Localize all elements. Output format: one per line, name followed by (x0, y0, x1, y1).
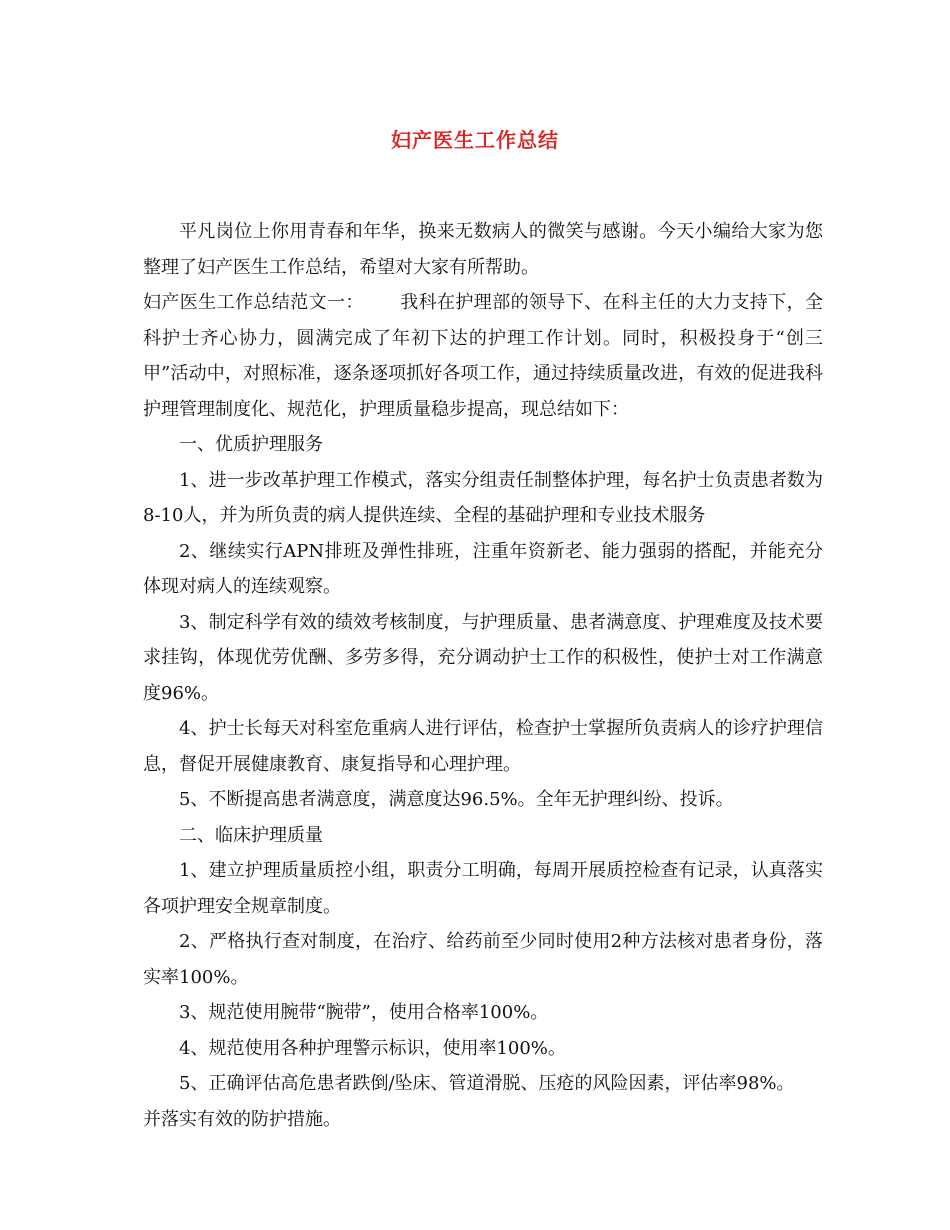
list-item: 1、建立护理质量质控小组，职责分工明确，每周开展质控检查有记录，认真落实各项护理安全规章制度。 (143, 860, 823, 917)
intro-paragraph: 平凡岗位上你用青春和年华，换来无数病人的微笑与感谢。今天小编给大家为您整理了妇产医生工作总结，希望对大家有所帮助。 (143, 221, 823, 278)
list-item: 5、正确评估高危患者跌倒/坠床、管道滑脱、压疮的风险因素，评估率98%。 (179, 1073, 795, 1094)
list-item: 1、进一步改革护理工作模式，落实分组责任制整体护理，每名护士负责患者数为8-10人，并为所负责的病人提供连续、全程的基础护理和专业技术服务 (143, 469, 823, 526)
list-item: 4、规范使用各种护理警示标识，使用率100%。 (179, 1037, 566, 1059)
list-item: 5、不断提高患者满意度，满意度达96.5%。全年无护理纠纷、投诉。 (179, 789, 734, 810)
section-heading-1: 一、优质护理服务 (179, 434, 323, 455)
list-item: 3、规范使用腕带“腕带”，使用合格率100%。 (179, 1002, 549, 1023)
closing-line: 并落实有效的防护措施。 (143, 1108, 341, 1130)
sample-paragraph (143, 285, 823, 427)
list-item: 2、继续实行APN排班及弹性排班，注重年资新老、能力强弱的搭配，并能充分体现对病人的连续观察。 (143, 540, 823, 597)
sample-lead: 我科在护理部的领导下、在科主任的大力支持下，全科护士齐心协力，圆满完成了年初下达的护理工作计划。同时，积极投身于“创三甲”活动中，对照标准，逐条逐项抓好各项工作，通过持续质量改进，有效的促进我科护理管理制度化、规范化，护理质量稳步提高，现总结如下： (143, 292, 824, 420)
section-heading-2: 二、临床护理质量 (179, 824, 323, 846)
list-item: 4、护士长每天对科室危重病人进行评估，检查护士掌握所负责病人的诊疗护理信息，督促开展健康教育、康复指导和心理护理。 (143, 718, 823, 775)
document-title: 妇产医生工作总结 (391, 128, 559, 152)
sample-heading: 妇产医生工作总结范文一： (143, 292, 364, 313)
list-item: 3、制定科学有效的绩效考核制度，与护理质量、患者满意度、护理难度及技术要求挂钩，体现优劳优酬、多劳多得，充分调动护士工作的积极性，使护士对工作满意度96%。 (143, 611, 823, 704)
document-body (143, 214, 823, 1137)
list-item: 2、严格执行查对制度，在治疗、给药前至少同时使用2种方法核对患者身份，落实率100%。 (143, 931, 823, 988)
